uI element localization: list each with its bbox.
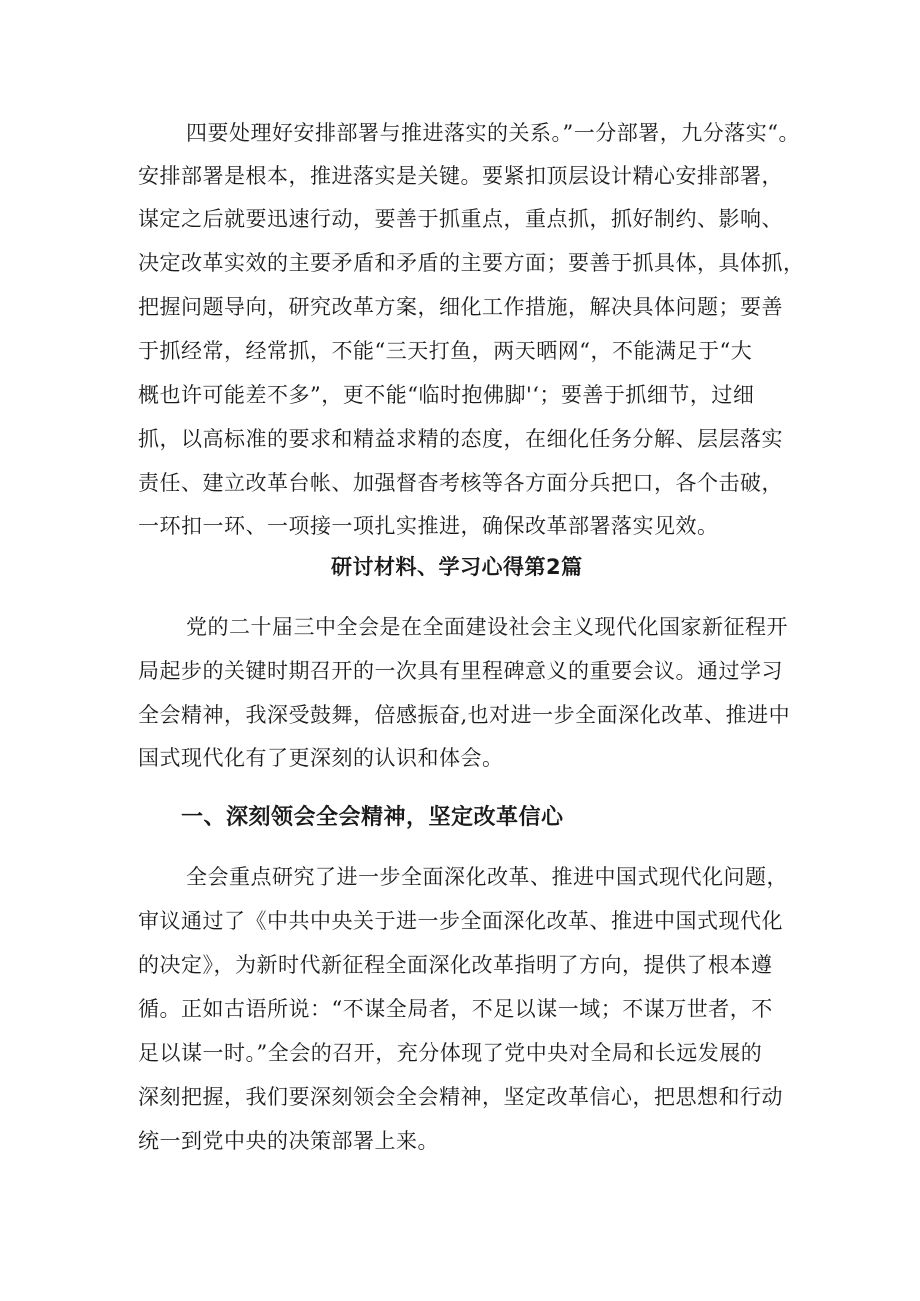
paragraph-line: 责任、建立改革台帐、加强督杳考核等各方面分兵把口，各个击破， [138,471,783,495]
paragraph-line: 局起步的关键时期召开的一次具有里程碑意义的重要会议。通过学习 [138,659,783,683]
paragraph-line: 安排部署是根本，推进落实是关键。要紧扣顶层设计精心安排部署， [138,164,783,188]
paragraph-line: 全会重点研究了进一步全面深化改革、推进中国式现代化问题， [186,865,788,889]
paragraph-line: 党的二十届三中全会是在全面建设社会主义现代化国家新征程开 [186,615,788,639]
paragraph-line: 全会精神，我深受鼓舞，倍感振奋,也对进一步全面深化改革、推进中 [138,703,791,727]
paragraph-line: 谋定之后就要迅速行动，要善于抓重点，重点抓，抓好制约、影响、 [138,207,783,231]
paragraph-line: 统一到党中央的决策部署上来。 [138,1129,439,1153]
paragraph-line: 抓，以高标准的要求和精益求精的态度，在细化任务分解、层层落实 [138,427,783,451]
paragraph-line: 足以谋一时。”全会的召开，充分体现了党中央对全局和长远发展的 [138,1041,763,1065]
paragraph-line: 深刻把握，我们要深刻领会全会精神，坚定改革信心，把思想和行动 [138,1085,783,1109]
paragraph-line: 于抓经常，经常抓，不能“三天打鱼，两天晒网“，不能满足于“大 [138,339,753,363]
paragraph-line: 循。正如古语所说：“不谋全局者，不足以谋一域；不谋万世者，不 [138,997,773,1021]
paragraph-line: 一环扣一环、一项接一项扎实推进，确保改革部署落实见效。 [138,514,719,538]
paragraph-line: 概也许可能差不多”，更不能“临时抱佛脚'‘；要善于抓细节，过细 [138,383,755,407]
heading-one: 一、深刻领会全会精神，坚定改革信心 [181,805,564,830]
paragraph-line: 把握问题导向，研究改革方案，细化工作措施，解决具体问题；要善 [138,295,783,319]
paragraph-line: 决定改革实效的主要矛盾和矛盾的主要方面；要善于抓具体，具体抓， [138,251,805,275]
paragraph-line: 四要处理好安排部署与推进落实的关系。”一分部署，九分落实“。 [186,121,800,145]
paragraph-line: 国式现代化有了更深刻的认识和体会。 [138,746,504,770]
paragraph-line: 的决定》，为新时代新征程全面深化改革指明了方向，提供了根本遵 [138,953,773,977]
section-title: 研讨材料、学习心得第2篇 [331,555,583,579]
paragraph-line: 审议通过了《中共中央关于进一步全面深化改革、推进中国式现代化 [138,909,783,933]
